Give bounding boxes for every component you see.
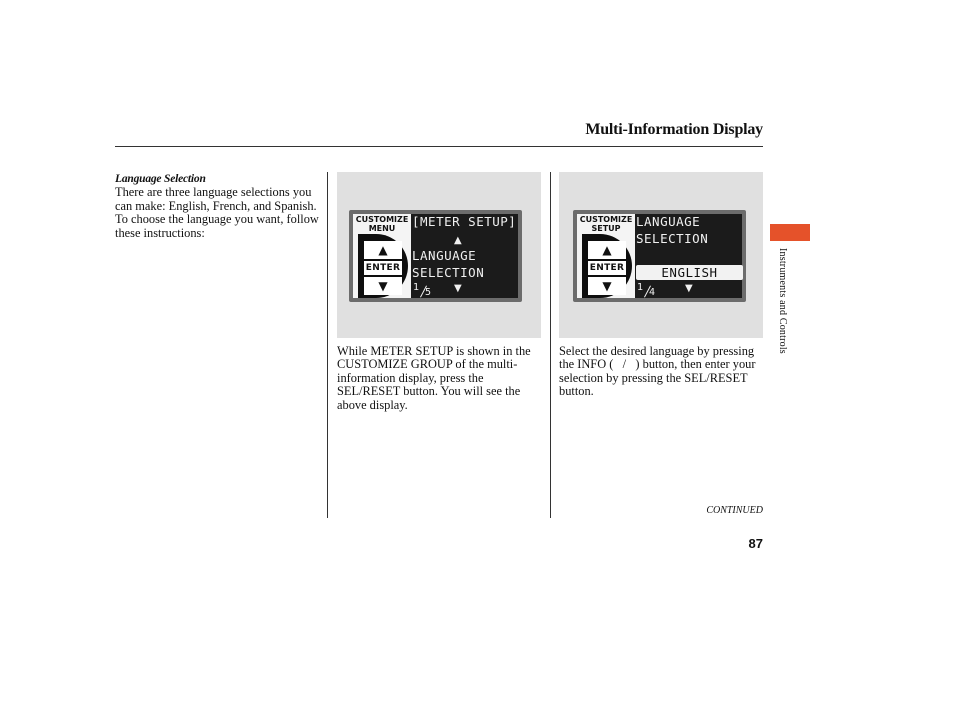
page-numerator: 1 bbox=[637, 282, 644, 293]
page-denominator: 4 bbox=[649, 287, 656, 298]
lcd-line-1: [METER SETUP] bbox=[412, 214, 517, 229]
lcd-screen bbox=[353, 214, 518, 298]
column-divider-1 bbox=[327, 172, 328, 518]
control-pad bbox=[358, 234, 408, 298]
up-arrow-icon: ▲ bbox=[588, 241, 626, 259]
lcd-screen bbox=[577, 214, 742, 298]
enter-key: ENTER bbox=[365, 263, 401, 273]
column-divider-2 bbox=[550, 172, 551, 518]
lcd-down-arrow-icon: ▼ bbox=[685, 283, 693, 294]
lcd-line-1: LANGUAGE bbox=[636, 214, 701, 229]
down-arrow-icon: ▼ bbox=[364, 277, 402, 295]
button-strip bbox=[577, 214, 635, 298]
lcd-display bbox=[349, 210, 522, 302]
caption-2: Select the desired language by pressing the INFO ( / ) button, then enter your selection by pressing the SEL/RESET button. bbox=[559, 344, 756, 399]
down-arrow-icon: ▼ bbox=[588, 277, 626, 295]
button-strip bbox=[353, 214, 411, 298]
continued-label: CONTINUED bbox=[706, 505, 763, 516]
lcd-line-3: SELECTION bbox=[412, 265, 485, 280]
intro-paragraph: There are three language selections you can make: English, French, and Spanish. To choose the language you want, follow these instructions: bbox=[115, 185, 319, 240]
page-numerator: 1 bbox=[413, 282, 420, 293]
customize-menu-label: CUSTOMIZE MENU bbox=[355, 215, 409, 233]
figure-meter-setup bbox=[337, 172, 541, 338]
control-pad bbox=[582, 234, 632, 298]
enter-key: ENTER bbox=[589, 263, 625, 273]
lcd-line-2: SELECTION bbox=[636, 231, 709, 246]
lcd-line-2: LANGUAGE bbox=[412, 248, 477, 263]
page-number: 87 bbox=[748, 536, 763, 551]
section-tab bbox=[770, 224, 810, 241]
figure-language-selection bbox=[559, 172, 763, 338]
section-label: Instruments and Controls bbox=[777, 248, 788, 354]
header-rule bbox=[115, 146, 763, 147]
section-heading: Language Selection bbox=[115, 173, 206, 185]
lcd-up-arrow-icon: ▲ bbox=[454, 235, 462, 246]
caption-1: While METER SETUP is shown in the CUSTOMIZE GROUP of the multi-information display, press the SEL/RESET button. You will see the above display. bbox=[337, 344, 531, 412]
page-title: Multi-Information Display bbox=[585, 121, 763, 138]
lcd-display bbox=[573, 210, 746, 302]
selected-language: ENGLISH bbox=[636, 265, 743, 280]
left-column bbox=[115, 173, 321, 240]
up-arrow-icon: ▲ bbox=[364, 241, 402, 259]
page-denominator: 5 bbox=[425, 287, 432, 298]
lcd-down-arrow-icon: ▼ bbox=[454, 283, 462, 294]
customize-setup-label: CUSTOMIZE SETUP bbox=[579, 215, 633, 233]
